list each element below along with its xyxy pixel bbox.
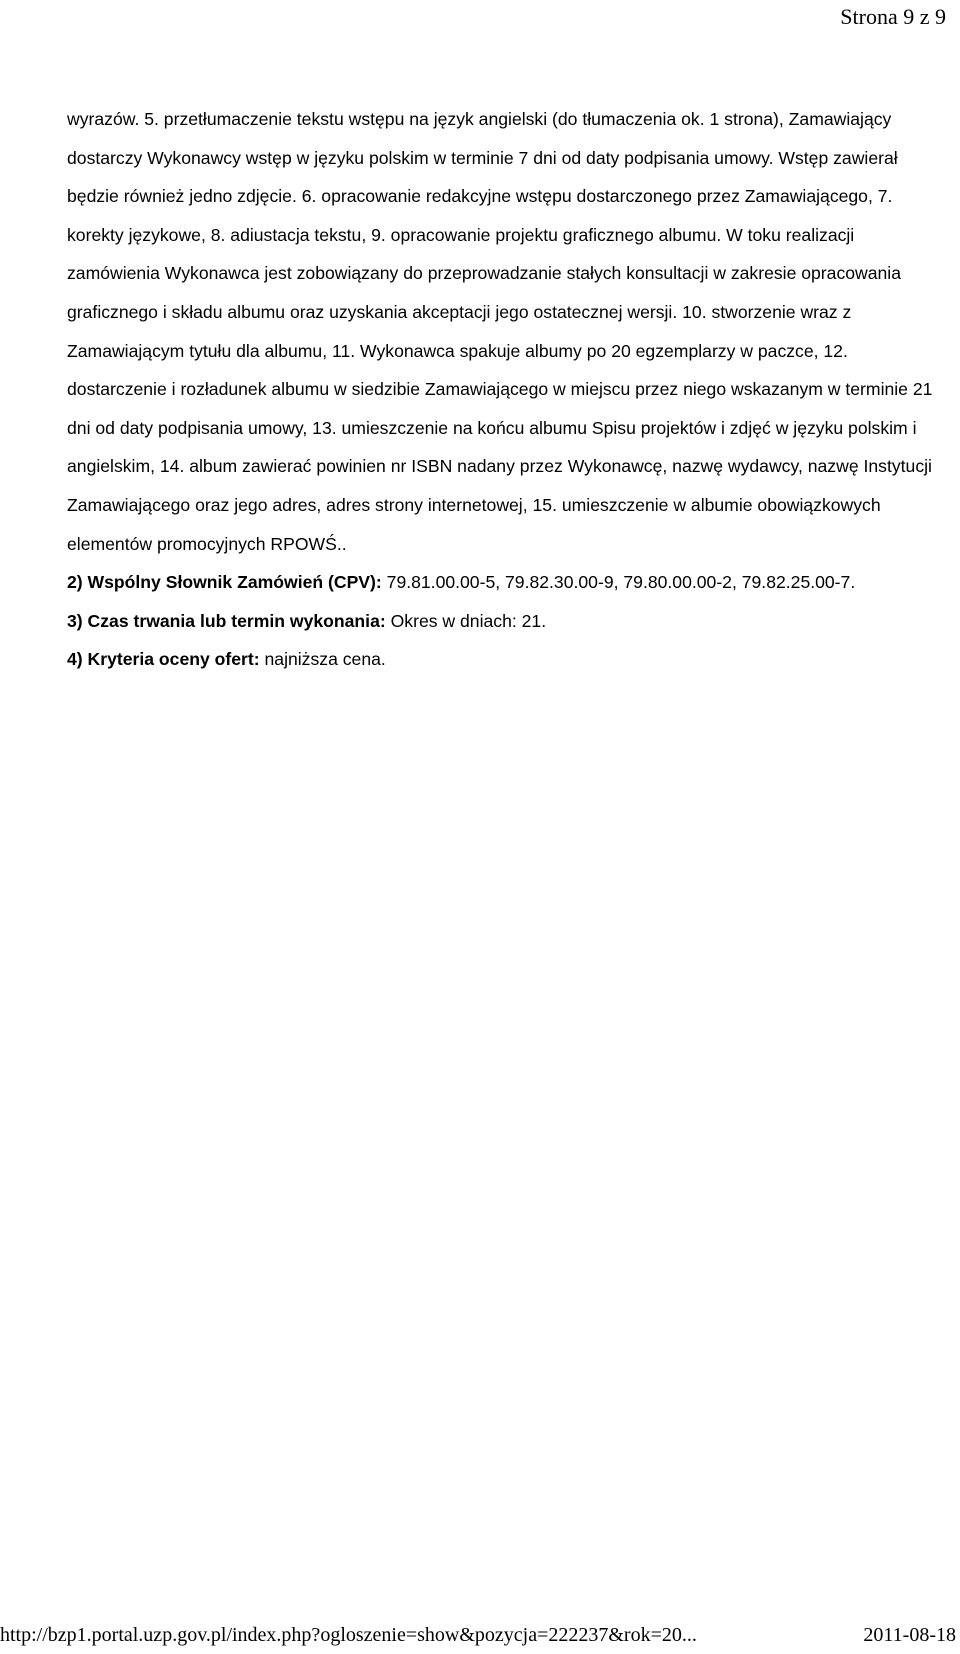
evaluation-criteria-value: najniższa cena. [259,649,386,670]
page-number-header: Strona 9 z 9 [840,4,946,29]
duration-label: 3) Czas trwania lub termin wykonania: [67,610,386,631]
cpv-section [67,563,947,602]
cpv-label: 2) Wspólny Słownik Zamówień (CPV): [67,572,382,593]
duration-section [67,602,947,641]
order-description-paragraph: wyrazów. 5. przetłumaczenie tekstu wstępu na język angielski (do tłumaczenia ok. 1 strona), Zamawiający dostarczy Wykonawcy wstęp w języku polskim w terminie 7 dni od daty podpisania umowy. Wstęp zawierał będzie również jedno zdjęcie. 6. opracowanie redakcyjne wstępu dostarczonego przez Zamawiającego, 7. korekty językowe, 8. adiustacja tekstu, 9. opracowanie projektu graficznego albumu. W toku realizacji zamówienia Wykonawca jest zobowiązany do przeprowadzanie stałych konsultacji w zakresie opracowania graficznego i składu albumu oraz uzyskania akceptacji jego ostatecznej wersji. 10. stworzenie wraz z Zamawiającym tytułu dla albumu, 11. Wykonawca spakuje albumy po 20 egzemplarzy w paczce, 12. dostarczenie i rozładunek albumu w siedzibie Zamawiającego w miejscu przez niego wskazanym w terminie 21 dni od daty podpisania umowy, 13. umieszczenie na końcu albumu Spisu projektów i zdjęć w języku polskim i angielskim, 14. album zawierać powinien nr ISBN nadany przez Wykonawcę, nazwę wydawcy, nazwę Instytucji Zamawiającego oraz jego adres, adres strony internetowej, 15. umieszczenie w albumie obowiązkowych elementów promocyjnych RPOWŚ.. [67,109,933,554]
document-content [67,100,947,679]
duration-value: Okres w dniach: 21. [385,610,547,631]
page-footer [0,1622,960,1648]
evaluation-criteria-section [67,640,947,679]
evaluation-criteria-label: 4) Kryteria oceny ofert: [67,649,260,670]
cpv-value: 79.81.00.00-5, 79.82.30.00-9, 79.80.00.00-2, 79.82.25.00-7. [381,572,856,593]
footer-url: http://bzp1.portal.uzp.gov.pl/index.php?ogloszenie=show&pozycja=222237&rok=20... [0,1624,697,1646]
footer-date: 2011-08-18 [863,1624,956,1646]
